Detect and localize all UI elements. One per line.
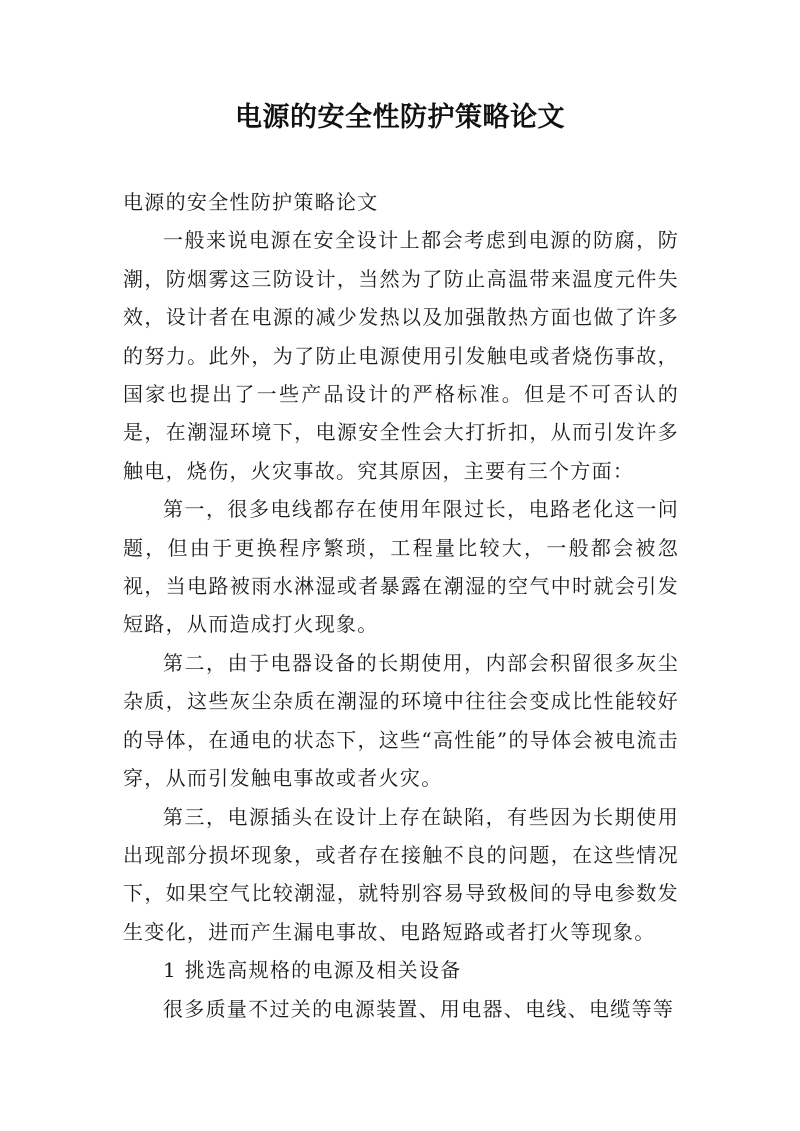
paragraph-reason-3: 第三，电源插头在设计上存在缺陷，有些因为长期使用出现部分损坏现象，或者存在接触不良的问题，在这些情况下，如果空气比较潮湿，就特别容易导致极间的导电参数发生变化，进而产生漏电事故、电路短路或者打火等现象。 [123,804,679,944]
paragraph-reason-2: 第二，由于电器设备的长期使用，内部会积留很多灰尘杂质，这些灰尘杂质在潮湿的环境中往往会变成比性能较好的导体，在通电的状态下，这些“高性能”的导体会被电流击穿，从而引发触电事故或者火灾。 [123,650,679,791]
body-heading-line: 电源的安全性防护策略论文 [123,190,379,214]
paragraph-section-1: 很多质量不过关的电源装置、用电器、电线、电缆等等 [163,996,675,1021]
paragraph-reason-1: 第一，很多电线都存在使用年限过长，电路老化这一问题，但由于更换程序繁琐，工程量比较大，一般都会被忽视，当电路被雨水淋湿或者暴露在潮湿的空气中时就会引发短路，从而造成打火现象。 [123,497,679,637]
document-title: 电源的安全性防护策略论文 [235,102,565,133]
paragraph-intro: 一般来说电源在安全设计上都会考虑到电源的防腐，防潮，防烟雾这三防设计，当然为了防止高温带来温度元件失效，设计者在电源的减少发热以及加强散热方面也做了许多的努力。此外，为了防止电源使用引发触电或者烧伤事故，国家也提出了一些产品设计的严格标准。但是不可否认的是，在潮湿环境下，电源安全性会大打折扣，从而引发许多触电，烧伤，火灾事故。究其原因，主要有三个方面： [123,228,679,483]
document-body [123,183,679,1028]
section-heading-1: 1 挑选高规格的电源及相关设备 [163,958,462,983]
